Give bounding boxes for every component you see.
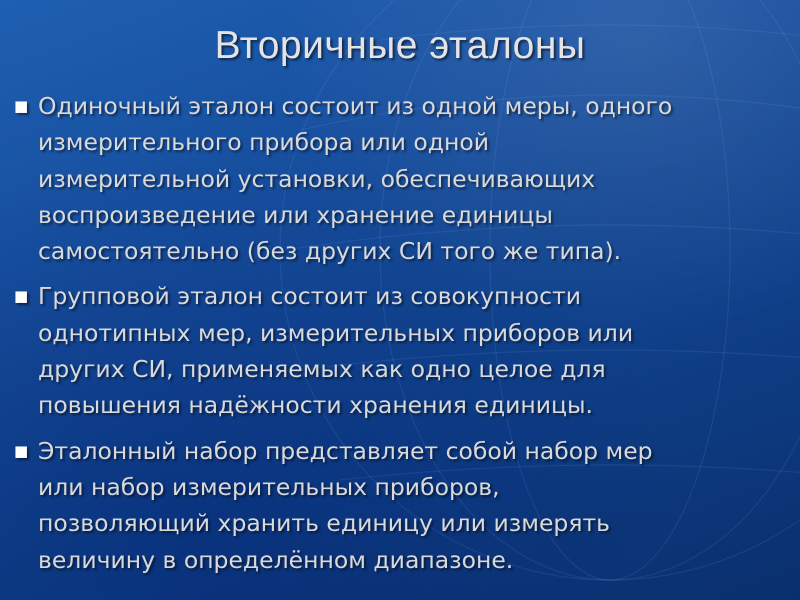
bullet-text-line: других СИ, применяемых как одно целое для <box>38 355 606 384</box>
bullet-text-line: позволяющий хранить единицу или измерять <box>38 509 610 538</box>
bullet-item-single-standard <box>14 88 794 269</box>
bullet-list <box>14 88 794 587</box>
bullet-text-line: или набор измерительных приборов, <box>38 472 500 501</box>
bullet-text-line: воспроизведение или хранение единицы <box>38 200 553 229</box>
bullet-text-line: измерительного прибора или одной <box>38 128 489 157</box>
bullet-text-line: Групповой эталон состоит из совокупности <box>38 282 582 311</box>
bullet-text-line: самостоятельно (без других СИ того же типа). <box>38 237 622 266</box>
bullet-text-line: Эталонный набор представляет собой набор мер <box>38 436 653 465</box>
bullet-item-standard-set <box>14 433 794 578</box>
square-bullet-icon: ■ <box>14 287 29 306</box>
bullet-item-group-standard <box>14 278 794 423</box>
square-bullet-icon: ■ <box>14 97 29 115</box>
bullet-text-line: повышения надёжности хранения единицы. <box>38 391 594 420</box>
bullet-text-line: Одиночный эталон состоит из одной меры, одного <box>38 92 673 120</box>
bullet-text-line: измерительной установки, обеспечивающих <box>38 164 596 193</box>
bullet-text-line: величину в определённом диапазоне. <box>38 545 514 574</box>
slide-title: Вторичные эталоны <box>214 24 586 67</box>
square-bullet-icon: ■ <box>14 441 29 460</box>
bullet-text-line: однотипных мер, измерительных приборов или <box>38 318 634 347</box>
